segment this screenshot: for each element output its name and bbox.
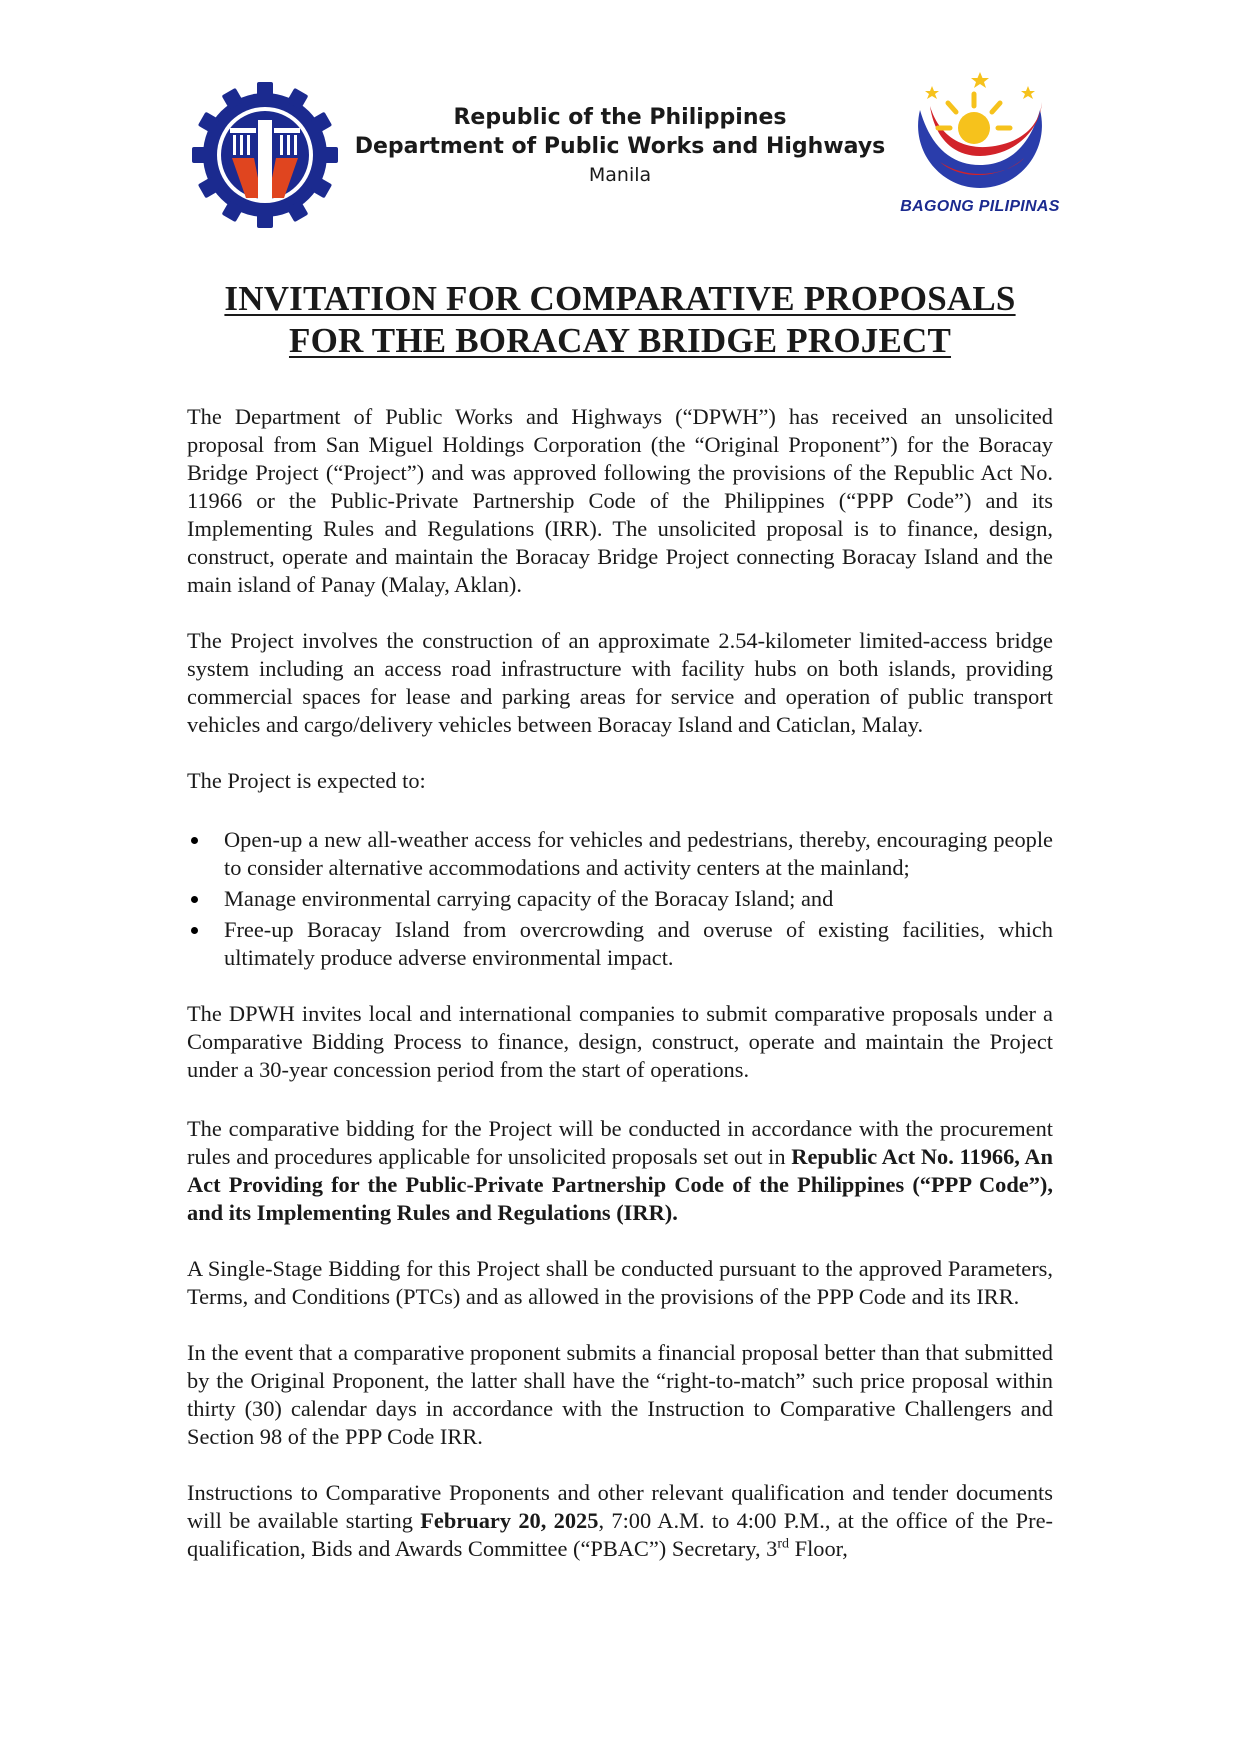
- letterhead-text: [340, 104, 900, 188]
- document-title: [140, 278, 1100, 362]
- instructions-time-office: , 7:00 A.M. to 4:00 P.M., at the office of the Pre-qualification, Bids and Awards Committee (“PBAC”) Secretary, 3: [187, 1508, 1053, 1561]
- bagong-pilipinas-label: BAGONG PILIPINAS: [900, 198, 1060, 215]
- availability-date: February 20, 2025: [420, 1508, 599, 1533]
- list-item: Open-up a new all-weather access for vehicles and pedestrians, thereby, encouraging people to consider alternative accommodations and activity centers at the mainland;: [187, 826, 1053, 882]
- header-city: Manila: [588, 164, 652, 186]
- bidding-rules-law: Republic Act No. 11966, An Act Providing for the Public-Private Partnership Code of the Philippines (“PPP Code”), and its Implementing Rules and Regulations (IRR).: [187, 1144, 1053, 1225]
- list-item: Free-up Boracay Island from overcrowding and overuse of existing facilities, which ultimately produce adverse environmental impact.: [187, 916, 1053, 972]
- paragraph-project-expected: The Project is expected to:: [187, 768, 426, 793]
- header-department: Department of Public Works and Highways: [354, 134, 886, 159]
- instructions-text: Instructions to Comparative Proponents and other relevant qualification and tender documents will be available starting: [187, 1480, 1053, 1533]
- paragraph-right-to-match: In the event that a comparative proponent submits a financial proposal better than that submitted by the Original Proponent, the latter shall have the “right-to-match” such price proposal within thirty (30) calendar days in accordance with the Instruction to Comparative Challengers and Section 98 of the PPP Code IRR.: [187, 1340, 1053, 1449]
- paragraph-bidding-rules: [187, 1115, 1053, 1227]
- list-item: Manage environmental carrying capacity of the Boracay Island; and: [187, 885, 1053, 913]
- title-line-1: INVITATION FOR COMPARATIVE PROPOSALS: [224, 279, 1016, 318]
- letterhead: [0, 0, 1241, 240]
- paragraph-single-stage: A Single-Stage Bidding for this Project shall be conducted pursuant to the approved Parameters, Terms, and Conditions (PTCs) and as allowed in the provisions of the PPP Code and its IRR.: [187, 1256, 1053, 1309]
- paragraph-instructions: [187, 1479, 1053, 1563]
- bidding-rules-text: The comparative bidding for the Project will be conducted in accordance with the procurement rules and procedures applicable for unsolicited proposals set out in: [187, 1116, 1053, 1169]
- title-line-2: FOR THE BORACAY BRIDGE PROJECT: [288, 321, 952, 360]
- header-republic: Republic of the Philippines: [453, 105, 787, 130]
- paragraph-unsolicited-proposal: The Department of Public Works and Highways (“DPWH”) has received an unsolicited proposal from San Miguel Holdings Corporation (the “Original Proponent”) for the Boracay Bridge Project (“Project”) and was approved following the provisions of the Republic Act No. 11966 or the Public-Private Partnership Code of the Philippines (“PPP Code”) and its Implementing Rules and Regulations (IRR). The unsolicited proposal is to finance, design, construct, operate and maintain the Boracay Bridge Project connecting Boracay Island and the main island of Panay (Malay, Aklan).: [187, 404, 1053, 597]
- bagong-pilipinas-emblem-icon: [900, 70, 1060, 195]
- expected-outcomes-list: [187, 826, 1053, 972]
- paragraph-project-description: The Project involves the construction of an approximate 2.54-kilometer limited-access bridge system including an access road infrastructure with facility hubs on both islands, providing commercial spaces for lease and parking areas for service and operation of public transport vehicles and cargo/delivery vehicles between Boracay Island and Caticlan, Malay.: [187, 628, 1053, 737]
- dpwh-gear-logo: [190, 80, 340, 230]
- document-body: [187, 403, 1053, 1563]
- paragraph-invitation: The DPWH invites local and international companies to submit comparative proposals under a Comparative Bidding Process to finance, design, construct, operate and maintain the Project under a 30-year concession period from the start of operations.: [187, 1001, 1053, 1082]
- ordinal-suffix: rd: [777, 1536, 790, 1552]
- bagong-pilipinas-logo: [900, 70, 1060, 230]
- instructions-floor: Floor,: [789, 1536, 848, 1561]
